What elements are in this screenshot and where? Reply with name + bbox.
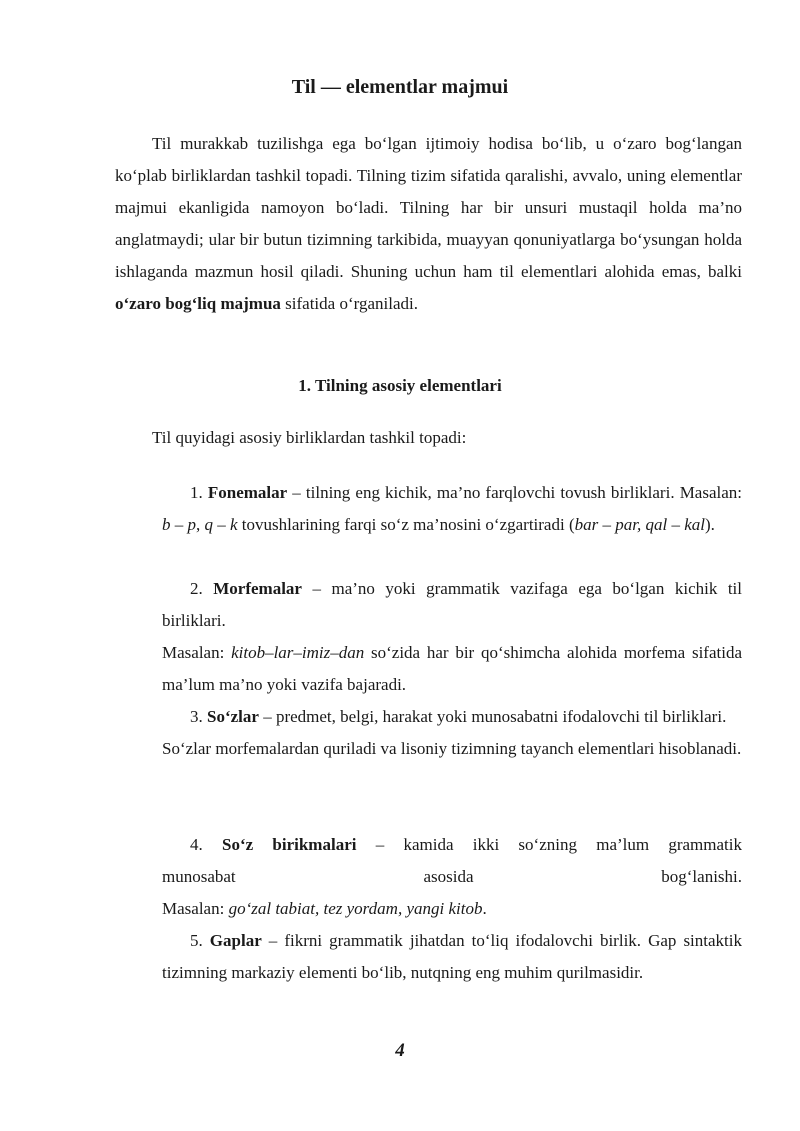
list-item-soz-birikmalari: [162, 829, 742, 925]
example-label: Masalan:: [162, 899, 229, 918]
item-term: So‘z birikmalari: [222, 835, 357, 854]
item-number: 3.: [190, 707, 203, 726]
item-term: Fonemalar: [207, 483, 288, 502]
intro-text-1: Til murakkab tuzilishga ega bo‘lgan ijtimoiy hodisa bo‘lib, u o‘zaro bog‘langan ko‘plab birliklardan tashkil topadi. Tilning tizim sifatida qaralishi, avvalo, uning elementlar majmui ekanligida namoyon bo‘ladi. Tilning har bir unsuri mustaqil holda ma’no anglatmaydi; ular bir butun tizimning tarkibida, muayyan qonuniyatlarga bo‘ysungan holda ishlaganda mazmun hosil qiladi. Shuning uchun ham til elementlari alohida emas, balki: [115, 134, 742, 281]
intro-bold-term: o‘zaro bog‘liq majmua: [115, 294, 281, 313]
item-description: – predmet, belgi, harakat yoki munosabatni ifodalovchi til birliklari.: [258, 707, 727, 726]
item-number: 1.: [190, 483, 203, 502]
item-description: – fikrni grammatik jihatdan to‘liq ifodalovchi birlik. Gap sintaktik tizimning markaziy elementi bo‘lib, nutqning eng muhim qurilmasidir.: [162, 931, 742, 982]
intro-paragraph: [115, 128, 742, 320]
item-example: [162, 893, 742, 925]
item-note: So‘zlar morfemalardan quriladi va lisoniy tizimning tayanch elementlari hisoblanadi.: [162, 739, 742, 758]
example-italic: bar – par, qal – kal: [574, 515, 705, 534]
list-item-fonemalar: [162, 477, 742, 541]
intro-text-2: sifatida o‘rganiladi.: [280, 294, 418, 313]
item-definition: [162, 829, 742, 861]
example-italic: b – p: [162, 515, 196, 534]
page-number: 4: [395, 1040, 405, 1061]
item-number: 2.: [190, 579, 203, 598]
item-term: So‘zlar: [207, 707, 259, 726]
item-description: – kamida ikki so‘zning ma’lum grammatik: [356, 835, 742, 854]
item-description: – tilning eng kichik, ma’no farqlovchi tovush birliklari.: [287, 483, 675, 502]
item-term: Morfemalar: [213, 579, 302, 598]
page-title: Til — elementlar majmui: [291, 76, 509, 98]
example-italic: kitob–lar–imiz–dan: [231, 643, 365, 662]
example-end: .: [482, 899, 487, 918]
item-description: – ma’no yoki grammatik vazifaga ega bo‘lgan kichik til birliklari.: [162, 579, 743, 630]
example-label: Masalan:: [679, 483, 743, 502]
item-word: asosida: [423, 867, 474, 886]
example-end: ).: [704, 515, 715, 534]
section-title: 1. Tilning asosiy elementlari: [298, 376, 502, 395]
item-definition-continued: [162, 861, 742, 893]
example-text: tovushlarining farqi so‘z ma’nosini o‘zgartiradi (: [237, 515, 575, 534]
list-item-gaplar: [162, 925, 742, 989]
item-definition: [162, 573, 742, 637]
item-term: Gaplar: [209, 931, 262, 950]
item-number: 4.: [190, 835, 203, 854]
example-label: Masalan:: [162, 643, 232, 662]
example-text: so‘zida har bir qo‘shimcha alohida morfema sifatida ma’lum ma’no yoki vazifa bajaradi.: [162, 643, 742, 694]
example-separator: ,: [196, 515, 205, 534]
item-word: bog‘lanishi.: [661, 867, 743, 886]
lead-paragraph: Til quyidagi asosiy birliklardan tashkil topadi:: [152, 428, 467, 447]
example-italic: q – k: [204, 515, 238, 534]
list-item-sozlar: [162, 701, 742, 765]
item-example: [162, 637, 742, 701]
example-italic: go‘zal tabiat, tez yordam, yangi kitob: [228, 899, 483, 918]
item-definition: [162, 701, 742, 733]
item-number: 5.: [190, 931, 203, 950]
item-word: munosabat: [162, 867, 236, 886]
list-item-morfemalar: [162, 573, 742, 701]
